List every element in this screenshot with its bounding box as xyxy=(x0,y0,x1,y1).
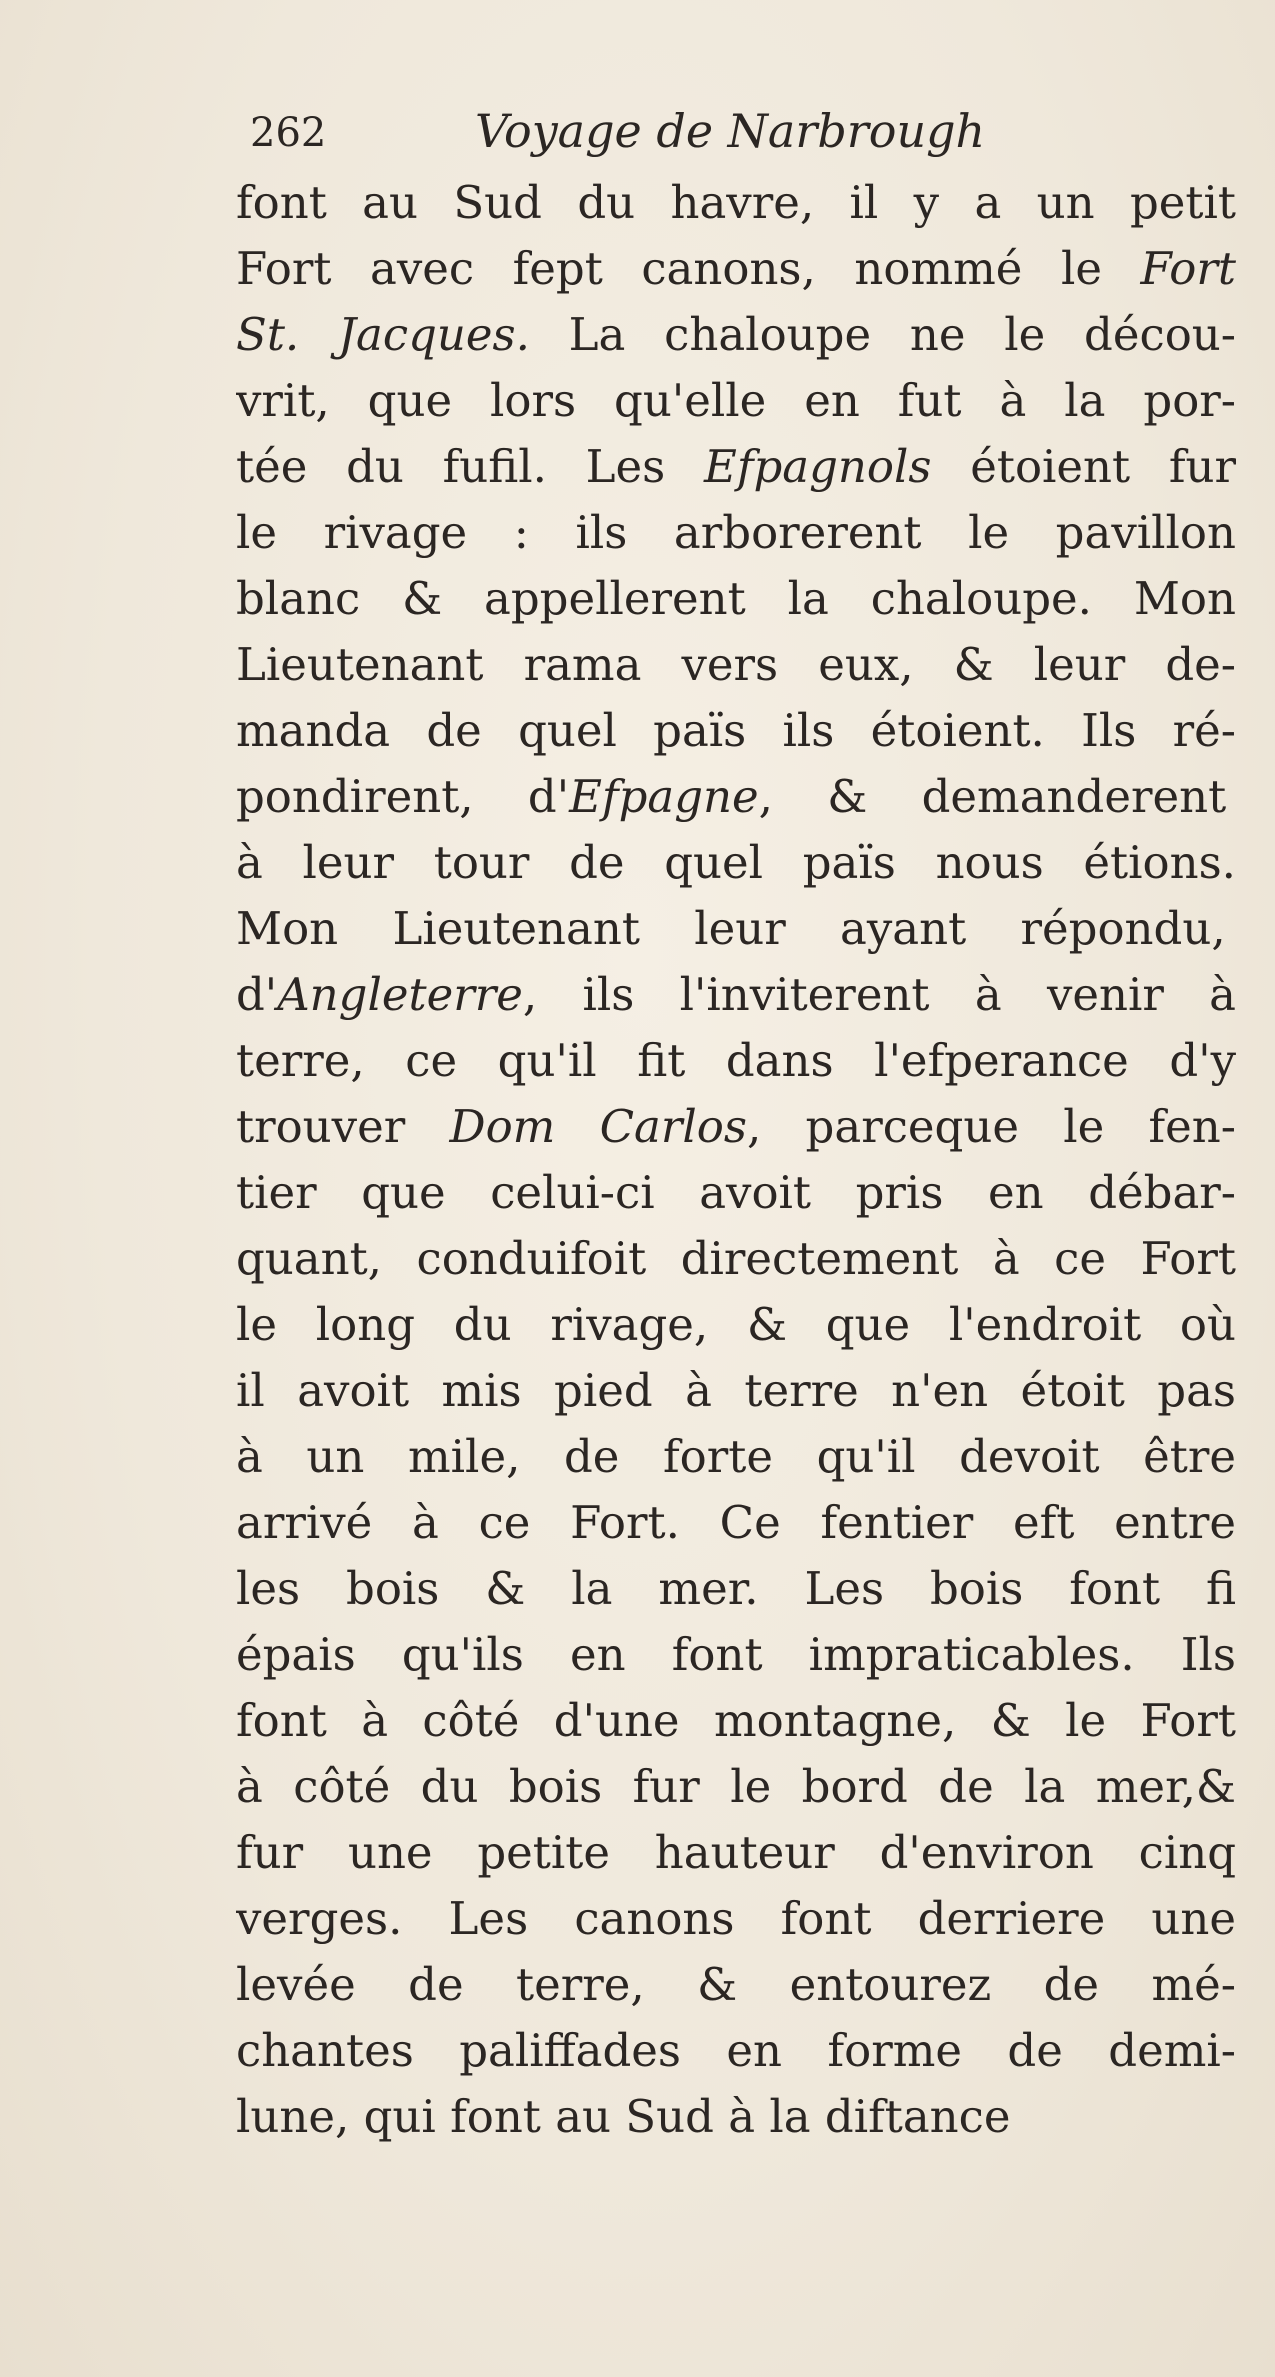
text-segment: Fort avec fept canons, nommé le xyxy=(236,242,1141,295)
text-segment: lune, qui font au Sud à la diftance xyxy=(236,2090,1011,2143)
text-line xyxy=(236,368,1236,434)
text-segment: pondirent, d' xyxy=(236,770,570,823)
text-line xyxy=(236,1358,1236,1424)
body-text xyxy=(236,170,1236,2150)
text-segment: épais qu'ils en font impraticables. Ils xyxy=(236,1628,1236,1681)
italic-text: Fort xyxy=(1140,242,1236,295)
text-segment: manda de quel païs ils étoient. Ils ré- xyxy=(236,704,1236,757)
text-segment: blanc & appellerent la chaloupe. Mon xyxy=(236,572,1236,625)
page-number: 262 xyxy=(250,110,327,156)
text-segment: le long du rivage, & que l'endroit où xyxy=(236,1298,1236,1351)
text-segment: fur une petite hauteur d'environ cinq xyxy=(236,1826,1236,1879)
text-line xyxy=(236,1160,1236,1226)
italic-text: Dom Carlos xyxy=(449,1100,747,1153)
text-line xyxy=(236,1688,1236,1754)
text-line xyxy=(236,1424,1236,1490)
text-segment: quant, conduifoit directement à ce Fort xyxy=(236,1232,1236,1285)
text-line xyxy=(236,1754,1236,1820)
text-line xyxy=(236,1094,1236,1160)
text-line xyxy=(236,566,1236,632)
italic-text: Efpagne xyxy=(569,770,759,823)
text-segment: il avoit mis pied à terre n'en étoit pas xyxy=(236,1364,1236,1417)
text-segment: arrivé à ce Fort. Ce fentier eft entre xyxy=(236,1496,1236,1549)
text-segment: font à côté d'une montagne, & le Fort xyxy=(236,1694,1236,1747)
italic-text: Efpagnols xyxy=(703,440,932,493)
text-segment: les bois & la mer. Les bois font fi xyxy=(236,1562,1236,1615)
text-segment: levée de terre, & entourez de mé- xyxy=(236,1958,1236,2011)
text-line xyxy=(236,698,1236,764)
text-line xyxy=(236,1556,1236,1622)
text-segment: d' xyxy=(236,968,278,1021)
text-segment: tée du fufil. Les xyxy=(236,440,704,493)
italic-text: Angleterre xyxy=(277,968,523,1021)
text-line xyxy=(236,1490,1236,1556)
text-line xyxy=(236,1886,1236,1952)
text-line xyxy=(236,962,1236,1028)
running-head: Voyage de Narbrough xyxy=(475,104,986,158)
text-line xyxy=(236,896,1236,962)
text-line xyxy=(236,764,1236,830)
page-header xyxy=(250,100,1210,170)
text-segment: le rivage : ils arborerent le pavillon xyxy=(236,506,1236,559)
text-line xyxy=(236,830,1236,896)
text-segment: , ils l'inviterent à venir à xyxy=(522,968,1236,1021)
text-segment: , parceque le fen- xyxy=(746,1100,1236,1153)
text-line xyxy=(236,302,1236,368)
text-line xyxy=(236,1622,1236,1688)
text-line xyxy=(236,434,1236,500)
text-segment: à un mile, de forte qu'il devoit être xyxy=(236,1430,1236,1483)
text-segment: , & demanderent xyxy=(758,770,1227,823)
text-segment: font au Sud du havre, il y a un petit xyxy=(236,176,1236,229)
text-segment: tier que celui-ci avoit pris en débar- xyxy=(236,1166,1236,1219)
text-line xyxy=(236,1028,1236,1094)
text-segment: vrit, que lors qu'elle en fut à la por- xyxy=(236,374,1236,427)
text-segment: Lieutenant rama vers eux, & leur de- xyxy=(236,638,1236,691)
text-segment: terre, ce qu'il fit dans l'efperance d'y xyxy=(236,1034,1236,1087)
text-line xyxy=(236,2018,1236,2084)
italic-text: St. Jacques. xyxy=(236,308,530,361)
text-line xyxy=(236,236,1236,302)
text-segment: trouver xyxy=(236,1100,450,1153)
text-line xyxy=(236,1952,1236,2018)
text-segment: à leur tour de quel païs nous étions. xyxy=(236,836,1236,889)
text-segment: La chaloupe ne le décou- xyxy=(529,308,1236,361)
text-line xyxy=(236,170,1236,236)
text-line xyxy=(236,1292,1236,1358)
text-segment: Mon Lieutenant leur ayant répondu, xyxy=(236,902,1226,955)
text-segment: verges. Les canons font derriere une xyxy=(236,1892,1236,1945)
text-line xyxy=(236,1226,1236,1292)
text-line xyxy=(236,632,1236,698)
text-line xyxy=(236,1820,1236,1886)
text-line xyxy=(236,2084,1236,2150)
text-segment: étoient fur xyxy=(931,440,1236,493)
text-line xyxy=(236,500,1236,566)
text-segment: chantes paliffades en forme de demi- xyxy=(236,2024,1236,2077)
text-segment: à côté du bois fur le bord de la mer,& xyxy=(236,1760,1236,1813)
